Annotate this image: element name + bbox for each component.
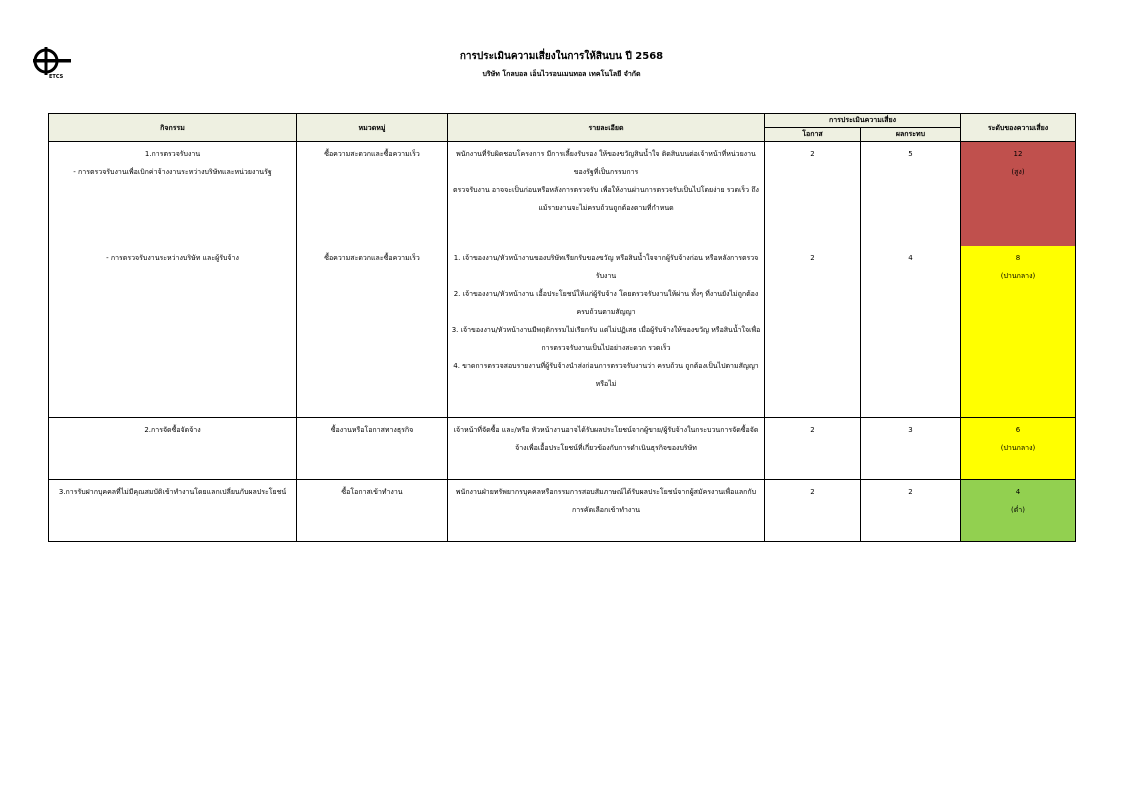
activity-cell: 3.การรับฝากบุคคลที่ไม่มีคุณสมบัติเข้าทำงานโดยแลกเปลี่ยนกับผลประโยชน์ [49, 480, 297, 542]
risk-level-cell [961, 142, 1076, 246]
header-risk-level: ระดับของความเสี่ยง [961, 114, 1076, 142]
details-cell [448, 418, 765, 480]
header-assessment: การประเมินความเสี่ยง [765, 114, 961, 128]
likelihood-cell: 2 [765, 480, 861, 542]
impact-cell: 4 [861, 246, 961, 418]
table-row [49, 418, 1076, 480]
risk-level-label: (ปานกลาง) [1000, 444, 1036, 452]
activity-cell [49, 142, 297, 246]
details-cell [448, 246, 765, 418]
detail-item: พนักงานฝ่ายทรัพยากรบุคคลหรือกรรมการสอบสัมภาษณ์ได้รับผลประโยชน์จากผู้สมัครงานเพื่อแลกกับการคัดเลือกเข้าทำงาน [455, 488, 757, 514]
likelihood-cell: 2 [765, 246, 861, 418]
table-row [49, 142, 1076, 246]
risk-score: 6 [1015, 426, 1021, 434]
detail-item: 4. ขาดการตรวจสอบรายงานที่ผู้รับจ้างนำส่งก่อนการตรวจรับงานว่า ครบถ้วน ถูกต้องเป็นไปตามสัญญาหรือไม่ [453, 361, 759, 388]
detail-item: ตรวจรับงาน อาจจะเป็นก่อนหรือหลังการตรวจรับ เพื่อให้งานผ่านการตรวจรับเป็นไปโดยง่าย รวดเร็ว ถึงแม้รายงานจะไม่ครบถ้วนถูกต้องตามที่กำหนด [453, 186, 759, 212]
detail-item: 1. เจ้าของงาน/หัวหน้างานของบริษัทเรียกรับของขวัญ หรือสินน้ำใจจากผู้รับจ้างก่อน หรือหลังการตรวจรับงาน [453, 253, 759, 280]
risk-level-cell [961, 480, 1076, 542]
detail-item: เจ้าหน้าที่จัดซื้อ และ/หรือ หัวหน้างานอาจได้รับผลประโยชน์จากผู้ขาย/ผู้รับจ้างในกระบวนการจัดซื้อจัดจ้างเพื่อเอื้อประโยชน์ที่เกี่ยวข้องกับการดำเนินธุรกิจของบริษัท [453, 426, 759, 452]
impact-cell: 3 [861, 418, 961, 480]
activity-cell: 2.การจัดซื้อจัดจ้าง [49, 418, 297, 480]
risk-level-cell [961, 246, 1076, 418]
risk-score: 4 [1015, 488, 1021, 496]
detail-item: 2. เจ้าของงาน/หัวหน้างาน เอื้อประโยชน์ให้แก่ผู้รับจ้าง โดยตรวจรับงานให้ผ่าน ทั้งๆ ที่งานยังไม่ถูกต้อง ครบถ้วนตามสัญญา [453, 289, 759, 316]
impact-cell: 2 [861, 480, 961, 542]
header-likelihood: โอกาส [765, 128, 861, 142]
likelihood-cell: 2 [765, 418, 861, 480]
logo-text: ETCS [49, 74, 64, 80]
header-activity: กิจกรรม [49, 114, 297, 142]
detail-item: พนักงานที่รับผิดชอบโครงการ มีการเลี้ยงรับรอง ให้ของขวัญสินน้ำใจ ติดสินบนต่อเจ้าหน้าที่หน่วยงานของรัฐที่เป็นกรรมการ [456, 150, 756, 176]
document-header [0, 50, 1123, 80]
activity-cell: - การตรวจรับงานระหว่างบริษัท และผู้รับจ้าง [49, 246, 297, 418]
details-cell [448, 480, 765, 542]
document-title: การประเมินความเสี่ยงในการให้สินบน ปี 2568 [459, 51, 664, 62]
detail-item: 3. เจ้าของงาน/หัวหน้างานมีพฤติกรรมไม่เรียกรับ แต่ไม่ปฏิเสธ เมื่อผู้รับจ้างให้ของขวัญ หรือสินน้ำใจเพื่อการตรวจรับงานเป็นไปอย่างสะดวก รวดเร็ว [451, 325, 761, 352]
risk-level-label: (ต่ำ) [1011, 506, 1025, 514]
likelihood-cell: 2 [765, 142, 861, 246]
category-cell: ซื้อความสะดวกและซื้อความเร็ว [297, 142, 448, 246]
table-row [49, 480, 1076, 542]
category-cell: ซื้อความสะดวกและซื้อความเร็ว [297, 246, 448, 418]
header-category: หมวดหมู่ [297, 114, 448, 142]
risk-level-label: (สูง) [1011, 168, 1025, 176]
category-cell: ซื้อโอกาสเข้าทำงาน [297, 480, 448, 542]
activity-title: 1.การตรวจรับงาน [144, 150, 201, 158]
company-name: บริษัท โกลบอล เอ็นไวรอนเมนทอล เทคโนโลยี จำกัด [482, 70, 641, 78]
details-cell [448, 142, 765, 246]
risk-level-label: (ปานกลาง) [1000, 271, 1036, 280]
risk-level-cell [961, 418, 1076, 480]
impact-cell: 5 [861, 142, 961, 246]
risk-score: 12 [1013, 150, 1023, 158]
risk-score: 8 [1015, 253, 1021, 262]
header-details: รายละเอียด [448, 114, 765, 142]
table-row [49, 246, 1076, 418]
header-impact: ผลกระทบ [861, 128, 961, 142]
risk-assessment-table [48, 113, 1076, 542]
category-cell: ซื้องานหรือโอกาสทางธุรกิจ [297, 418, 448, 480]
activity-sub: - การตรวจรับงานเพื่อเบิกค่าจ้างงานระหว่างบริษัทและหน่วยงานรัฐ [73, 168, 272, 176]
